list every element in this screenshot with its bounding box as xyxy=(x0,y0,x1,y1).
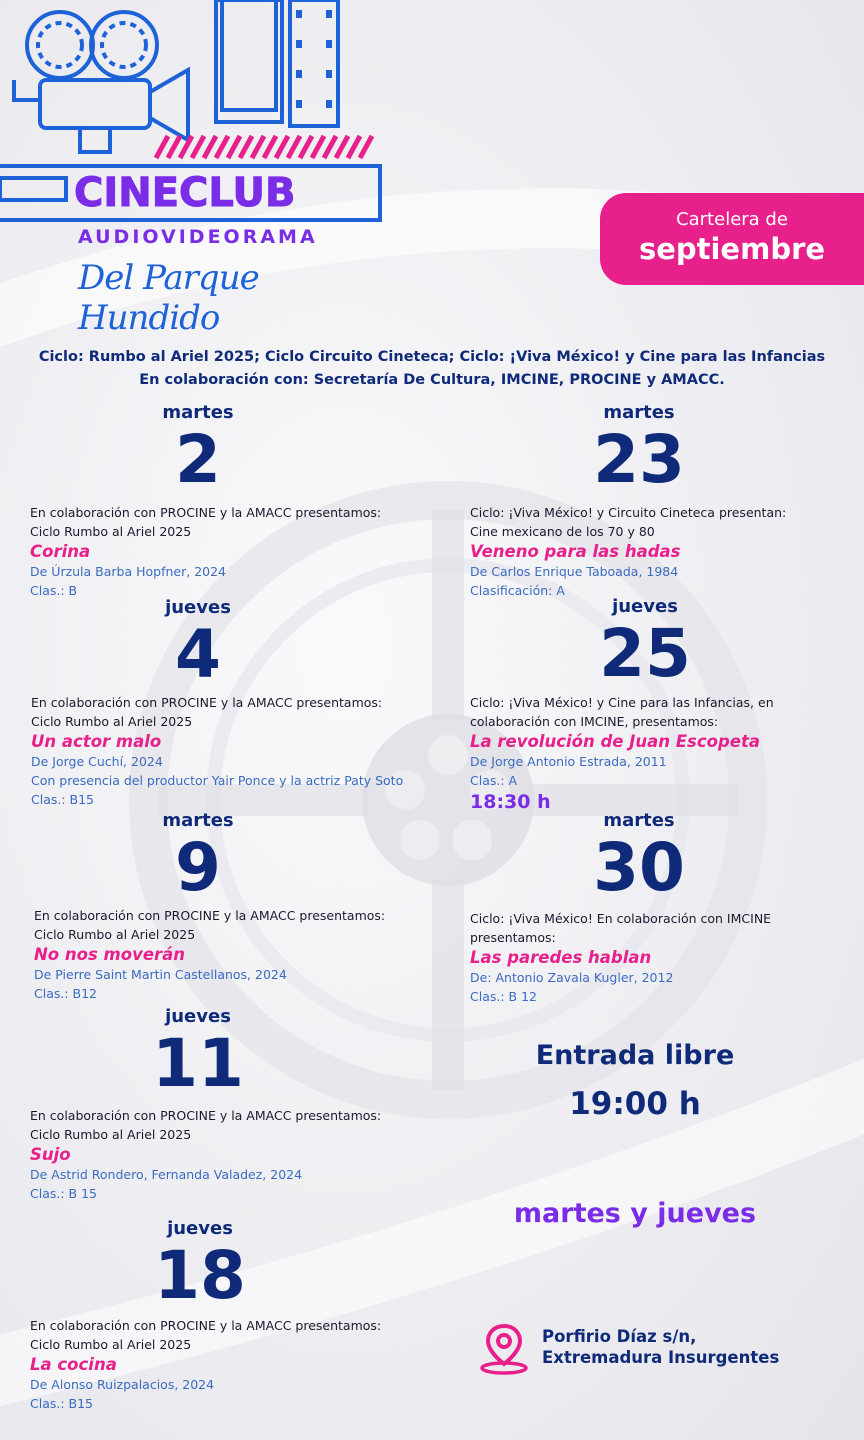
event-line: Ciclo: ¡Viva México! y Circuito Cineteca presentan: xyxy=(470,505,787,520)
entrada-libre: Entrada libre xyxy=(535,1040,735,1071)
event-meta: Clas.: B 15 xyxy=(30,1186,97,1201)
event-meta: Clas.: B xyxy=(30,583,78,598)
event-line: colaboración con IMCINE, presentamos: xyxy=(470,714,719,729)
event-line: Ciclo Rumbo al Ariel 2025 xyxy=(31,714,193,729)
event-day: martes xyxy=(162,810,234,831)
event-date: 23 xyxy=(593,421,685,498)
event-title: La cocina xyxy=(30,1355,117,1374)
event-line: En colaboración con PROCINE y la AMACC presentamos: xyxy=(30,1108,382,1123)
event-date: 4 xyxy=(175,616,221,693)
event-line: Ciclo Rumbo al Ariel 2025 xyxy=(30,1337,192,1352)
address-line-1: Porfirio Díaz s/n, xyxy=(542,1327,697,1346)
intro-line-2: En colaboración con: Secretaría De Cultura, IMCINE, PROCINE y AMACC. xyxy=(139,372,725,388)
event-title: No nos moverán xyxy=(34,945,186,964)
event-meta: Clas.: B12 xyxy=(34,986,98,1001)
event-title: La revolución de Juan Escopeta xyxy=(470,732,760,751)
event-day: jueves xyxy=(165,1006,231,1027)
event-day: martes xyxy=(162,402,234,423)
event-line: En colaboración con PROCINE y la AMACC presentamos: xyxy=(30,505,382,520)
event-title: Las paredes hablan xyxy=(470,948,652,967)
event-title: Un actor malo xyxy=(31,732,162,751)
event-line: Ciclo: ¡Viva México! y Cine para las Infancias, en xyxy=(470,695,774,710)
event-meta: De: Antonio Zavala Kugler, 2012 xyxy=(470,970,674,985)
event-meta: Clas.: A xyxy=(470,773,518,788)
address xyxy=(542,1326,779,1368)
location-pin-icon xyxy=(478,1322,530,1376)
cartelera-line2: septiembre xyxy=(638,232,826,266)
event-details xyxy=(31,693,451,809)
event-date: 2 xyxy=(175,421,221,498)
event-day: martes xyxy=(603,402,675,423)
logo-title: CINECLUB xyxy=(74,170,296,216)
event-date: 11 xyxy=(152,1025,244,1102)
event-meta: De Carlos Enrique Taboada, 1984 xyxy=(470,564,679,579)
event-special-time: 18:30 h xyxy=(470,791,551,813)
event-day: martes xyxy=(603,810,675,831)
logo-subtitle: AUDIOVIDEORAMA xyxy=(78,226,318,248)
event-details xyxy=(30,503,450,600)
event-meta: De Jorge Cuchí, 2024 xyxy=(31,754,163,769)
event-day: jueves xyxy=(167,1218,233,1239)
event-date: 18 xyxy=(154,1237,246,1314)
event-line: Cine mexicano de los 70 y 80 xyxy=(470,524,655,539)
event-details xyxy=(470,909,864,1006)
event-line: En colaboración con PROCINE y la AMACC presentamos: xyxy=(34,908,386,923)
event-details xyxy=(30,1106,450,1203)
event-meta: De Jorge Antonio Estrada, 2011 xyxy=(470,754,667,769)
event-line: En colaboración con PROCINE y la AMACC presentamos: xyxy=(31,695,383,710)
event-details xyxy=(30,1316,450,1413)
event-day: jueves xyxy=(612,596,678,617)
event-day: jueves xyxy=(165,597,231,618)
cartelera-line1: Cartelera de xyxy=(676,209,788,230)
event-meta: Clas.: B15 xyxy=(31,792,95,807)
event-meta: Con presencia del productor Yair Ponce y la actriz Paty Soto xyxy=(31,773,404,788)
logo-script-text: Del Parque Hundido xyxy=(78,258,259,338)
event-meta: De Astrid Rondero, Fernanda Valadez, 2024 xyxy=(30,1167,303,1182)
event-meta: Clasificación: A xyxy=(470,583,565,598)
event-title: Corina xyxy=(30,542,91,561)
intro-line-1: Ciclo: Rumbo al Ariel 2025; Ciclo Circuito Cineteca; Ciclo: ¡Viva México! y Cine para las Infancias xyxy=(38,349,826,365)
show-days: martes y jueves xyxy=(513,1198,757,1229)
event-details xyxy=(470,503,864,600)
event-date: 30 xyxy=(593,829,685,906)
event-line: Ciclo Rumbo al Ariel 2025 xyxy=(30,1127,192,1142)
event-meta: Clas.: B 12 xyxy=(470,989,537,1004)
event-meta: De Úrzula Barba Hopfner, 2024 xyxy=(30,564,227,579)
cartelera-badge xyxy=(600,193,864,285)
event-line: En colaboración con PROCINE y la AMACC presentamos: xyxy=(30,1318,382,1333)
event-date: 25 xyxy=(599,615,691,692)
event-line: presentamos: xyxy=(470,930,556,945)
event-meta: De Alonso Ruizpalacios, 2024 xyxy=(30,1377,215,1392)
event-meta: Clas.: B15 xyxy=(30,1396,94,1411)
event-meta: De Pierre Saint Martin Castellanos, 2024 xyxy=(34,967,287,982)
show-time: 19:00 h xyxy=(569,1086,701,1122)
event-date: 9 xyxy=(175,829,221,906)
event-line: Ciclo: ¡Viva México! En colaboración con IMCINE xyxy=(470,911,772,926)
address-line-2: Extremadura Insurgentes xyxy=(542,1348,780,1367)
event-line: Ciclo Rumbo al Ariel 2025 xyxy=(30,524,192,539)
event-details xyxy=(34,906,454,1003)
event-title: Sujo xyxy=(30,1145,71,1164)
event-details xyxy=(470,693,864,814)
event-title: Veneno para las hadas xyxy=(470,542,681,561)
event-line: Ciclo Rumbo al Ariel 2025 xyxy=(34,927,196,942)
